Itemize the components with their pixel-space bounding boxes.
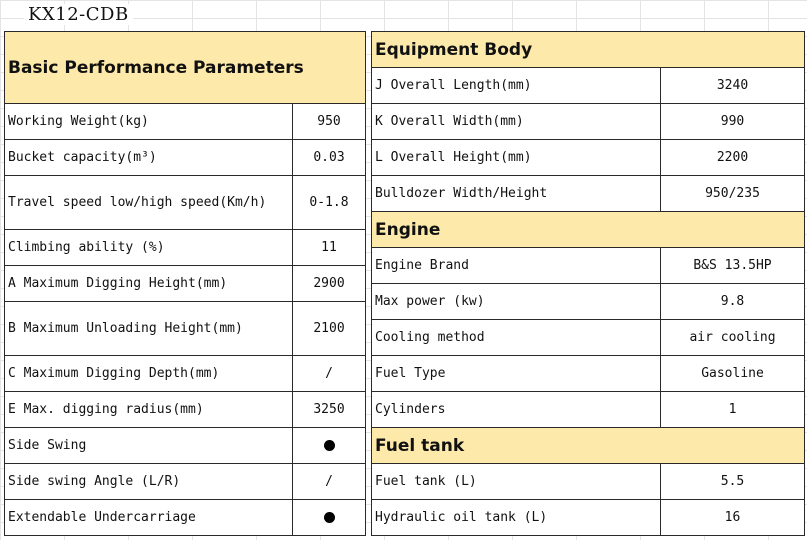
param-label: C Maximum Digging Depth(mm) — [5, 356, 293, 392]
param-label: Climbing ability (%) — [5, 230, 293, 266]
param-label: Cooling method — [372, 320, 661, 356]
table-row — [5, 428, 366, 464]
table-row — [5, 500, 366, 536]
param-value: 950 — [293, 104, 366, 140]
param-label: B Maximum Unloading Height(mm) — [5, 302, 293, 356]
table-row — [5, 104, 366, 140]
table-row — [5, 356, 366, 392]
section-title: Fuel tank — [372, 428, 805, 464]
table-row — [372, 392, 805, 428]
param-label: Working Weight(kg) — [5, 104, 293, 140]
section-title: Equipment Body — [372, 32, 805, 68]
param-value: / — [293, 464, 366, 500]
param-value: 3250 — [293, 392, 366, 428]
table-row — [372, 284, 805, 320]
table-row — [5, 140, 366, 176]
param-value: 1 — [661, 392, 805, 428]
param-label: E Max. digging radius(mm) — [5, 392, 293, 428]
param-value: 990 — [661, 104, 805, 140]
section-header-equipment-body — [372, 32, 805, 68]
param-value: 11 — [293, 230, 366, 266]
param-value: 950/235 — [661, 176, 805, 212]
param-label: Fuel Type — [372, 356, 661, 392]
table-row — [372, 248, 805, 284]
table-row — [372, 500, 805, 536]
param-label: Engine Brand — [372, 248, 661, 284]
param-value: 2100 — [293, 302, 366, 356]
table-row — [5, 176, 366, 230]
bullet-icon — [324, 512, 335, 523]
param-value: B&S 13.5HP — [661, 248, 805, 284]
param-value: 5.5 — [661, 464, 805, 500]
table-row — [372, 320, 805, 356]
param-value: 0-1.8 — [293, 176, 366, 230]
param-value: / — [293, 356, 366, 392]
param-value: 0.03 — [293, 140, 366, 176]
param-label: Cylinders — [372, 392, 661, 428]
param-label: K Overall Width(mm) — [372, 104, 661, 140]
section-header-engine — [372, 212, 805, 248]
table-row — [5, 302, 366, 356]
table-row — [5, 266, 366, 302]
param-value: 2200 — [661, 140, 805, 176]
section-title: Engine — [372, 212, 805, 248]
param-label: A Maximum Digging Height(mm) — [5, 266, 293, 302]
section-header-basic-performance — [5, 32, 366, 104]
model-title: KX12-CDB — [24, 4, 133, 25]
table-row — [5, 464, 366, 500]
section-title: Basic Performance Parameters — [5, 32, 366, 104]
bullet-icon — [324, 440, 335, 451]
param-label: L Overall Height(mm) — [372, 140, 661, 176]
param-value: 2900 — [293, 266, 366, 302]
param-value: air cooling — [661, 320, 805, 356]
param-label: Fuel tank (L) — [372, 464, 661, 500]
param-label: Travel speed low/high speed(Km/h) — [5, 176, 293, 230]
table-row — [5, 392, 366, 428]
param-value: Gasoline — [661, 356, 805, 392]
param-value: 9.8 — [661, 284, 805, 320]
basic-performance-table — [4, 31, 366, 536]
table-row — [372, 68, 805, 104]
param-value: 3240 — [661, 68, 805, 104]
table-row — [5, 230, 366, 266]
table-row — [372, 104, 805, 140]
param-label: J Overall Length(mm) — [372, 68, 661, 104]
specs-table — [371, 31, 805, 536]
table-row — [372, 356, 805, 392]
param-label: Bulldozer Width/Height — [372, 176, 661, 212]
table-row — [372, 140, 805, 176]
section-header-fuel-tank — [372, 428, 805, 464]
param-label: Side swing Angle (L/R) — [5, 464, 293, 500]
table-row — [372, 176, 805, 212]
param-value — [293, 428, 366, 464]
param-label: Max power (kw) — [372, 284, 661, 320]
param-value: 16 — [661, 500, 805, 536]
param-label: Bucket capacity(m³) — [5, 140, 293, 176]
table-row — [372, 464, 805, 500]
param-label: Extendable Undercarriage — [5, 500, 293, 536]
param-label: Hydraulic oil tank (L) — [372, 500, 661, 536]
param-label: Side Swing — [5, 428, 293, 464]
param-value — [293, 500, 366, 536]
